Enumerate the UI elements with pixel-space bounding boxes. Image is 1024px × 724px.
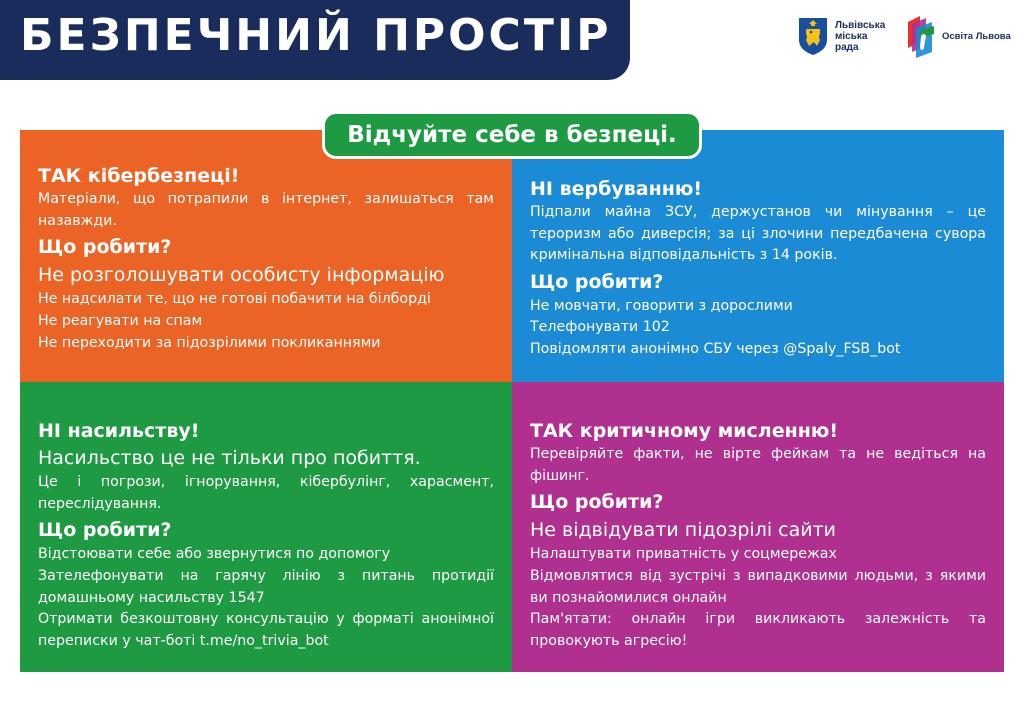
list-item: Відстоювати себе або звернутися по допомогу <box>38 546 391 562</box>
list-item: Зателефонувати на гарячу лінію з питань протидії домашньому насильству 1547 <box>38 567 494 606</box>
recruitment-heading: НІ вербуванню! <box>530 178 702 200</box>
recruitment-text: Підпали майна ЗСУ, держустанов чи мінування – це тероризм або диверсія; за ці злочини передбачена сувора кримінальна відповідальність з 14 років. <box>530 204 986 263</box>
critical-thinking-panel <box>512 382 1004 672</box>
osvita-emblem-icon <box>904 12 938 60</box>
list-item: Не реагувати на спам <box>38 312 203 329</box>
osvita-logo-text: Освіта Львова <box>942 30 1011 42</box>
critical-thinking-heading: ТАК критичному мисленню! <box>530 420 838 442</box>
lviv-city-council-logo <box>797 16 885 56</box>
recruitment-what-to-do: Що робити? <box>530 270 664 293</box>
violence-lead: Насильство це не тільки про побиття. <box>38 447 421 469</box>
cybersecurity-lead: Не розголошувати особисту інформацію <box>38 264 445 286</box>
recruitment-panel <box>512 130 1004 382</box>
list-item: Отримати безкоштовну консультацію у форматі анонімної переписки у чат-боті t.me/no_trivia_bot <box>38 611 494 650</box>
tagline-pill: Відчуйте себе в безпеці. <box>322 111 702 159</box>
osvita-lviv-logo <box>904 12 1011 60</box>
critical-thinking-lead: Не відвідувати підозрілі сайти <box>530 519 837 541</box>
cybersecurity-panel <box>20 130 512 382</box>
list-item: Відмовлятися від зустрічі з випадковими людьми, з якими ви познайомилися онлайн <box>530 567 986 606</box>
critical-thinking-text: Перевіряйте факти, не вірте фейкам та не ведіться на фішинг. <box>530 446 986 484</box>
cybersecurity-text: Матеріали, що потрапили в інтернет, залишаться там назавжди. <box>38 191 494 229</box>
list-item: Пам'ятати: онлайн ігри викликають залежність та провокують агресію! <box>530 611 986 650</box>
violence-what-to-do: Що робити? <box>38 519 172 541</box>
list-item: Повідомляти анонімно СБУ через @Spaly_FSB_bot <box>530 341 901 358</box>
violence-panel <box>20 382 512 672</box>
title-banner <box>0 0 630 80</box>
lion-crest-icon <box>797 16 829 56</box>
list-item: Не надсилати те, що не готові побачити на білборді <box>38 291 431 307</box>
list-item: Телефонувати 102 <box>530 319 670 336</box>
list-item: Не мовчати, говорити з дорослими <box>530 297 793 314</box>
cybersecurity-what-to-do: Що робити? <box>38 236 172 258</box>
cybersecurity-heading: ТАК кібербезпеці! <box>38 165 240 187</box>
list-item: Не переходити за підозрілими покликаннями <box>38 334 381 351</box>
critical-thinking-what-to-do: Що робити? <box>530 491 664 513</box>
violence-heading: НІ насильству! <box>38 420 200 442</box>
lviv-logo-text: Львівська міська рада <box>835 19 886 53</box>
list-item: Налаштувати приватність у соцмережах <box>530 546 837 562</box>
violence-text: Це і погрози, ігнорування, кібербулінг, харасмент, переслідування. <box>38 474 494 512</box>
page-title: БЕЗПЕЧНИЙ ПРОСТІР <box>20 10 612 61</box>
